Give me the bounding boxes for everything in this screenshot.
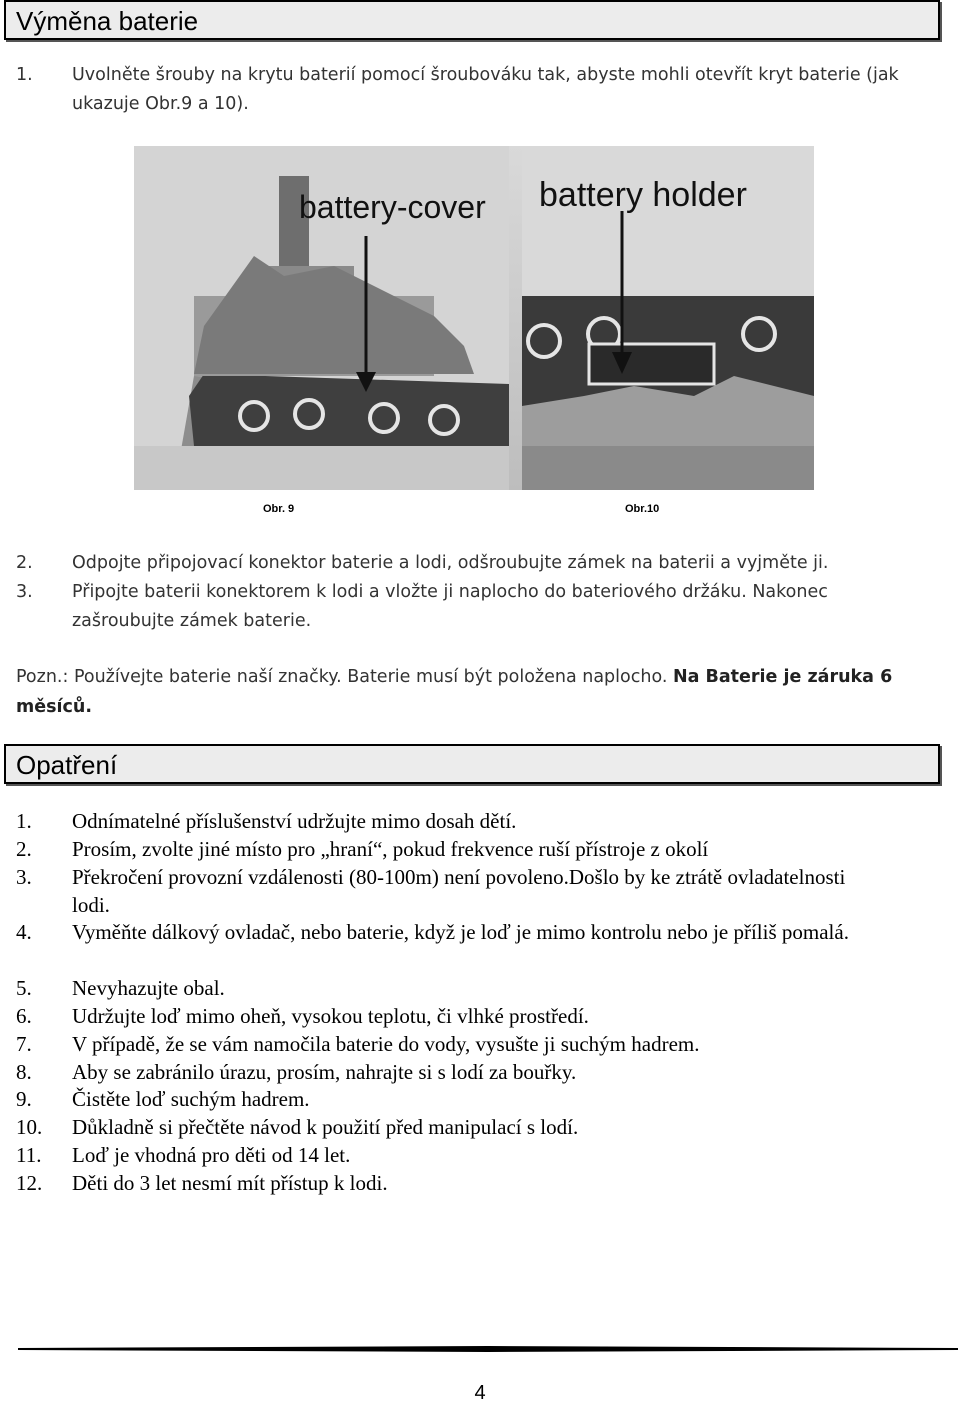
section-title: Výměna baterie (16, 6, 199, 36)
list-text: Uvolněte šrouby na krytu baterií pomocí šroubováku tak, abyste mohli otevřít kryt baterie (jak ukazuje Obr.9 a 10). (72, 65, 899, 114)
list-number: 3. (16, 582, 33, 602)
section-heading-precautions (4, 744, 940, 784)
list-number: 8. (16, 1060, 32, 1084)
label-battery-cover: battery-cover (299, 189, 486, 225)
list-item (16, 549, 926, 579)
footer-rule (18, 1346, 958, 1352)
list-text: Čistěte loď suchým hadrem. (72, 1087, 310, 1111)
list-text: Udržujte loď mimo oheň, vysokou teplotu, či vlhké prostředí. (72, 1004, 589, 1028)
list-number: 6. (16, 1004, 32, 1028)
list-text: Loď je vhodná pro děti od 14 let. (72, 1143, 351, 1167)
list-text: Odnímatelné příslušenství udržujte mimo dosah dětí. (72, 809, 517, 833)
list-number: 12. (16, 1171, 43, 1195)
list-text: V případě, že se vám namočila baterie do vody, vysušte ji suchým hadrem. (72, 1032, 700, 1056)
battery-figure (134, 146, 814, 490)
list-number: 9. (16, 1087, 32, 1111)
list-number: 3. (16, 865, 32, 889)
note-warranty: Na Baterie je záruka 6 měsíců. (16, 667, 893, 717)
list-text: Překročení provozní vzdálenosti (80-100m) není povoleno.Došlo by ke ztrátě ovladatelnosti lodi. (72, 865, 846, 917)
note (16, 662, 916, 722)
list-text: Aby se zabránilo úrazu, prosím, nahrajte si s lodí za bouřky. (72, 1060, 577, 1084)
figure-caption-left: Obr. 9 (263, 503, 295, 515)
list-text: Nevyhazujte obal. (72, 976, 225, 1000)
list-item (16, 61, 926, 121)
list-number: 2. (16, 553, 33, 573)
photo-left (134, 146, 509, 490)
list-text: Vyměňte dálkový ovladač, nebo baterie, když je loď je mimo kontrolu nebo je příliš pomalá. (72, 920, 849, 944)
list-text: Připojte baterii konektorem k lodi a vložte ji naplocho do bateriového držáku. Nakonec zašroubujte zámek baterie. (72, 582, 828, 631)
list-number: 4. (16, 920, 32, 944)
page-number: 4 (474, 1382, 486, 1404)
section-heading-battery (4, 0, 940, 40)
list-number: 10. (16, 1115, 43, 1139)
list-number: 1. (16, 809, 32, 833)
section-title: Opatření (16, 750, 118, 780)
note-prefix: Pozn. (16, 667, 63, 687)
list-number: 7. (16, 1032, 32, 1056)
note-text: : Používejte baterie naší značky. Baterie musí být položena naplocho. (62, 667, 673, 687)
list-item (16, 578, 896, 638)
battery-photo (134, 146, 814, 490)
list-text: Odpojte připojovací konektor baterie a lodi, odšroubujte zámek na baterii a vyjměte ji. (72, 553, 829, 573)
list-number: 5. (16, 976, 32, 1000)
list-text: Prosím, zvolte jiné místo pro „hraní“, pokud frekvence ruší přístroje z okolí (72, 837, 709, 861)
photo-right (522, 146, 814, 490)
list-number: 11. (16, 1143, 42, 1167)
list-text: Děti do 3 let nesmí mít přístup k lodi. (72, 1171, 388, 1195)
list-number: 2. (16, 837, 32, 861)
figure-caption-right: Obr.10 (625, 503, 660, 515)
list-number: 1. (16, 65, 33, 85)
list-text: Důkladně si přečtěte návod k použití před manipulací s lodí. (72, 1115, 579, 1139)
label-battery-holder: battery holder (539, 176, 747, 214)
